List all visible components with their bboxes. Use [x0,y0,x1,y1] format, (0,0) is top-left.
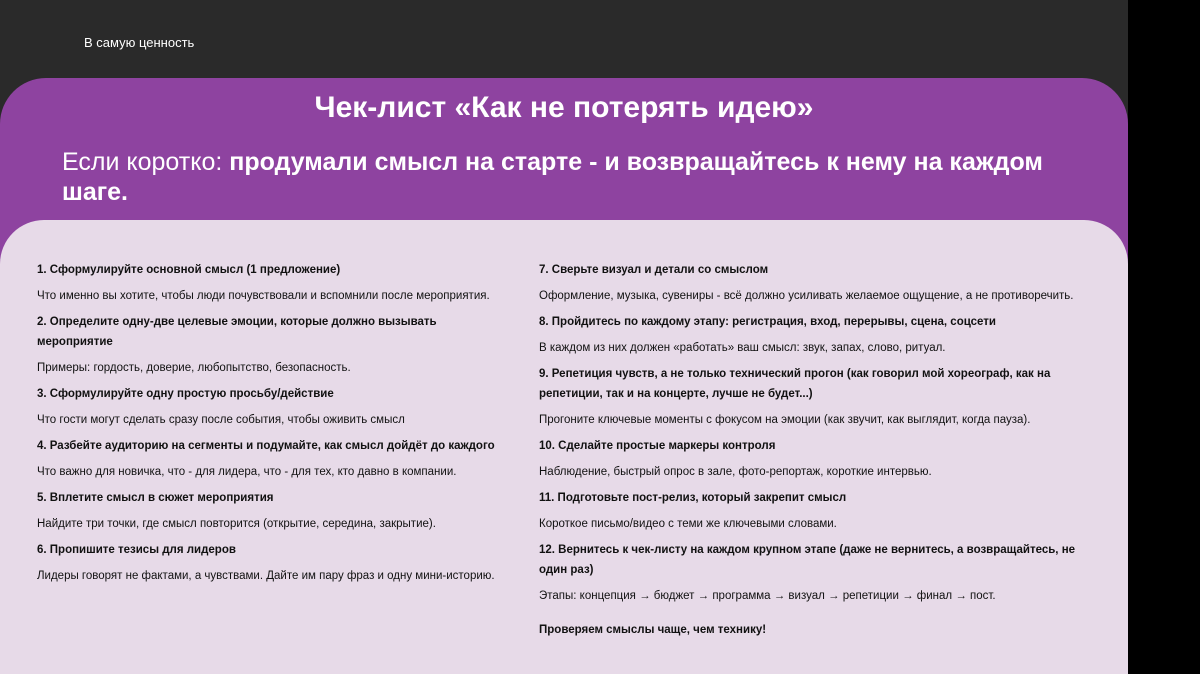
item-body: Примеры: гордость, доверие, любопытство, безопасность. [37,362,351,374]
checklist-column-right [539,260,1079,640]
item-body: Оформление, музыка, сувениры - всё должно усиливать желаемое ощущение, а не противоречить. [539,290,1074,302]
item-title: 10. Сделайте простые маркеры контроля [539,440,776,452]
checklist-item-1 [37,260,507,306]
checklist-item-9 [539,364,1079,430]
checklist-item-5 [37,488,507,534]
item-body: Что важно для новичка, что - для лидера, что - для тех, кто давно в компании. [37,466,457,478]
checklist-item-8 [539,312,1079,358]
item-title: 2. Определите одну-две целевые эмоции, которые должно вызывать мероприятие [37,316,437,348]
item-title: 3. Сформулируйте одну простую просьбу/действие [37,388,334,400]
checklist-item-7 [539,260,1079,306]
checklist-item-6 [37,540,507,586]
item-body: Прогоните ключевые моменты с фокусом на эмоции (как звучит, как выглядит, когда пауза). [539,414,1031,426]
slide-title: Чек-лист «Как не потерять идею» [314,91,814,124]
item-title: 1. Сформулируйте основной смысл (1 предложение) [37,264,341,276]
item-body: В каждом из них должен «работать» ваш смысл: звук, запах, слово, ритуал. [539,342,946,354]
item-body: Лидеры говорят не фактами, а чувствами. Дайте им пару фраз и одну мини-историю. [37,570,495,582]
summary-line [62,147,1062,207]
item-body: Что именно вы хотите, чтобы люди почувствовали и вспомнили после мероприятия. [37,290,490,302]
item-title: 6. Пропишите тезисы для лидеров [37,544,236,556]
checklist-column-left [37,260,507,592]
checklist-item-12 [539,540,1079,606]
checklist-item-10 [539,436,1079,482]
item-body: Этапы: концепция → бюджет → программа → визуал → репетиции → финал → пост. [539,590,996,602]
item-body: Найдите три точки, где смысл повторится (открытие, середина, закрытие). [37,518,436,530]
slide-caption: В самую ценность [84,35,195,50]
checklist-item-3 [37,384,507,430]
item-title: 7. Сверьте визуал и детали со смыслом [539,264,769,276]
checklist-item-11 [539,488,1079,534]
item-title: 8. Пройдитесь по каждому этапу: регистрация, вход, перерывы, сцена, соцсети [539,316,996,328]
final-note: Проверяем смыслы чаще, чем технику! [539,624,767,636]
item-body: Короткое письмо/видео с теми же ключевыми словами. [539,518,837,530]
item-title: 9. Репетиция чувств, а не только технический прогон (как говорил мой хореограф, как на репетиции, так и на концерте, лучше не будет...) [539,368,1051,400]
item-body: Что гости могут сделать сразу после события, чтобы оживить смысл [37,414,405,426]
item-body: Наблюдение, быстрый опрос в зале, фото-репортаж, короткие интервью. [539,466,932,478]
checklist-item-2 [37,312,507,378]
summary-bold: продумали смысл на старте - и возвращайтесь к нему на каждом шаге. [62,148,1043,206]
item-title: 5. Вплетите смысл в сюжет мероприятия [37,492,274,504]
checklist-item-4 [37,436,507,482]
item-title: 11. Подготовьте пост-релиз, который закрепит смысл [539,492,847,504]
item-title: 4. Разбейте аудиторию на сегменты и подумайте, как смысл дойдёт до каждого [37,440,495,452]
item-title: 12. Вернитесь к чек-листу на каждом крупном этапе (даже не вернитесь, а возвращайтесь, не один раз) [539,544,1076,576]
summary-prefix: Если коротко: [62,148,230,176]
